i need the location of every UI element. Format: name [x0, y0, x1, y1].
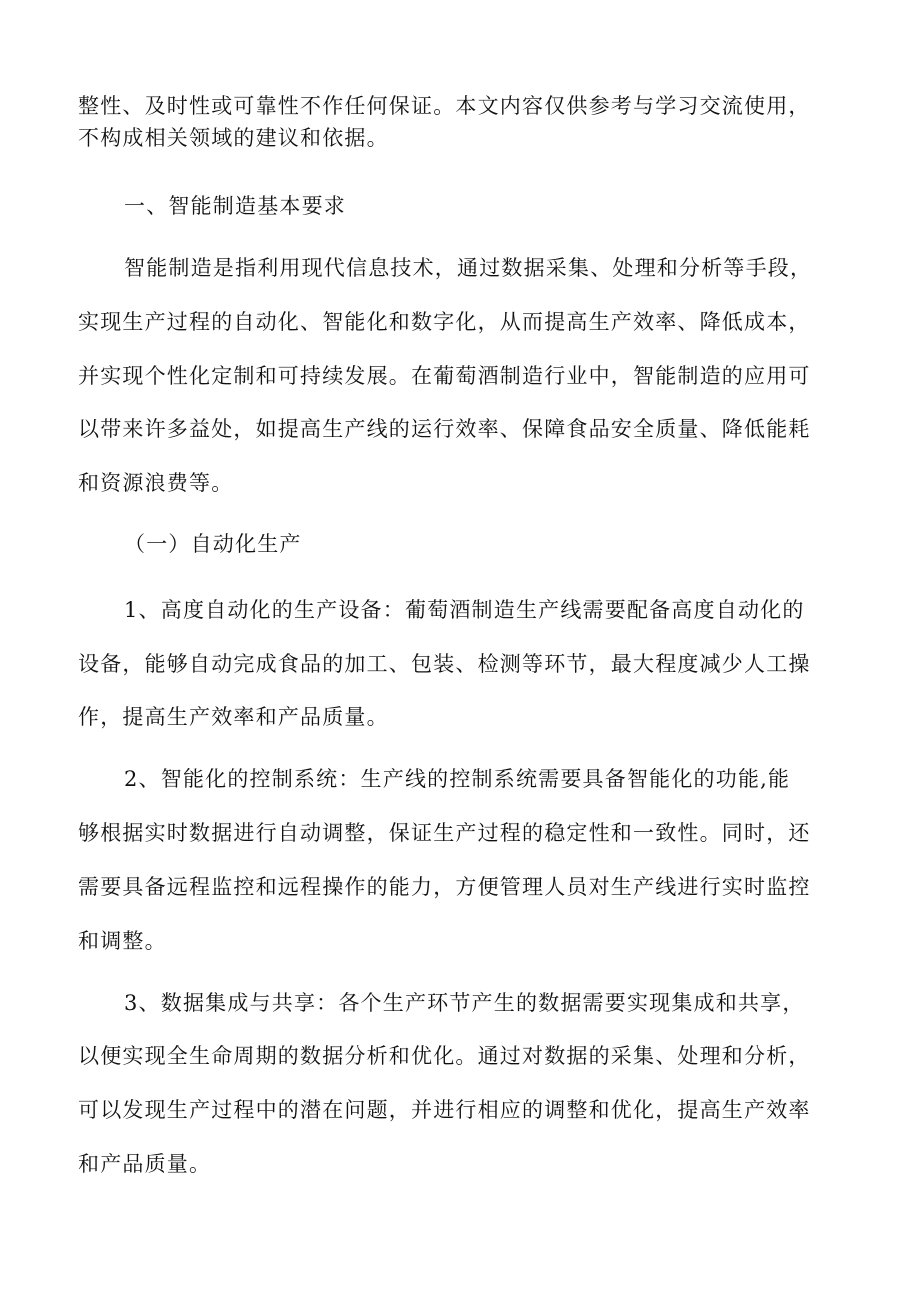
item2-line-2: 够根据实时数据进行自动调整，保证生产过程的稳定性和一致性。同时，还 [78, 821, 811, 845]
section-paragraph-line-1: 智能制造是指利用现代信息技术，通过数据采集、处理和分析等手段， [124, 256, 813, 280]
section-paragraph-line-2: 实现生产过程的自动化、智能化和数字化，从而提高生产效率、降低成本， [78, 310, 811, 334]
section-heading: 一、智能制造基本要求 [124, 194, 346, 218]
item2-line-4: 和调整。 [78, 929, 167, 953]
section-paragraph-line-3: 并实现个性化定制和可持续发展。在葡萄酒制造行业中，智能制造的应用可 [78, 364, 811, 388]
item1-line-1: 1、高度自动化的生产设备：葡萄酒制造生产线需要配备高度自动化的 [124, 598, 805, 622]
item3-line-4: 和产品质量。 [78, 1152, 212, 1176]
item3-line-2: 以便实现全生命周期的数据分析和优化。通过对数据的采集、处理和分析， [78, 1044, 811, 1068]
subsection-heading: （一）自动化生产 [124, 532, 302, 556]
item1-line-2: 设备，能够自动完成食品的加工、包装、检测等环节，最大程度减少人工操 [78, 652, 811, 676]
item3-line-3: 可以发现生产过程中的潜在问题，并进行相应的调整和优化，提高生产效率 [78, 1098, 811, 1122]
item2-line-1: 2、智能化的控制系统：生产线的控制系统需要具备智能化的功能,能 [124, 767, 791, 791]
item1-line-3: 作，提高生产效率和产品质量。 [78, 705, 389, 729]
section-paragraph-line-5: 和资源浪费等。 [78, 471, 234, 495]
item3-line-1: 3、数据集成与共享：各个生产环节产生的数据需要实现集成和共享， [124, 991, 805, 1015]
intro-line-2: 不构成相关领域的建议和依据。 [78, 126, 389, 150]
intro-line-1: 整性、及时性或可靠性不作任何保证。本文内容仅供参考与学习交流使用， [78, 94, 811, 118]
section-paragraph-line-4: 以带来许多益处，如提高生产线的运行效率、保障食品安全质量、降低能耗 [78, 417, 811, 441]
item2-line-3: 需要具备远程监控和远程操作的能力，方便管理人员对生产线进行实时监控 [78, 875, 811, 899]
